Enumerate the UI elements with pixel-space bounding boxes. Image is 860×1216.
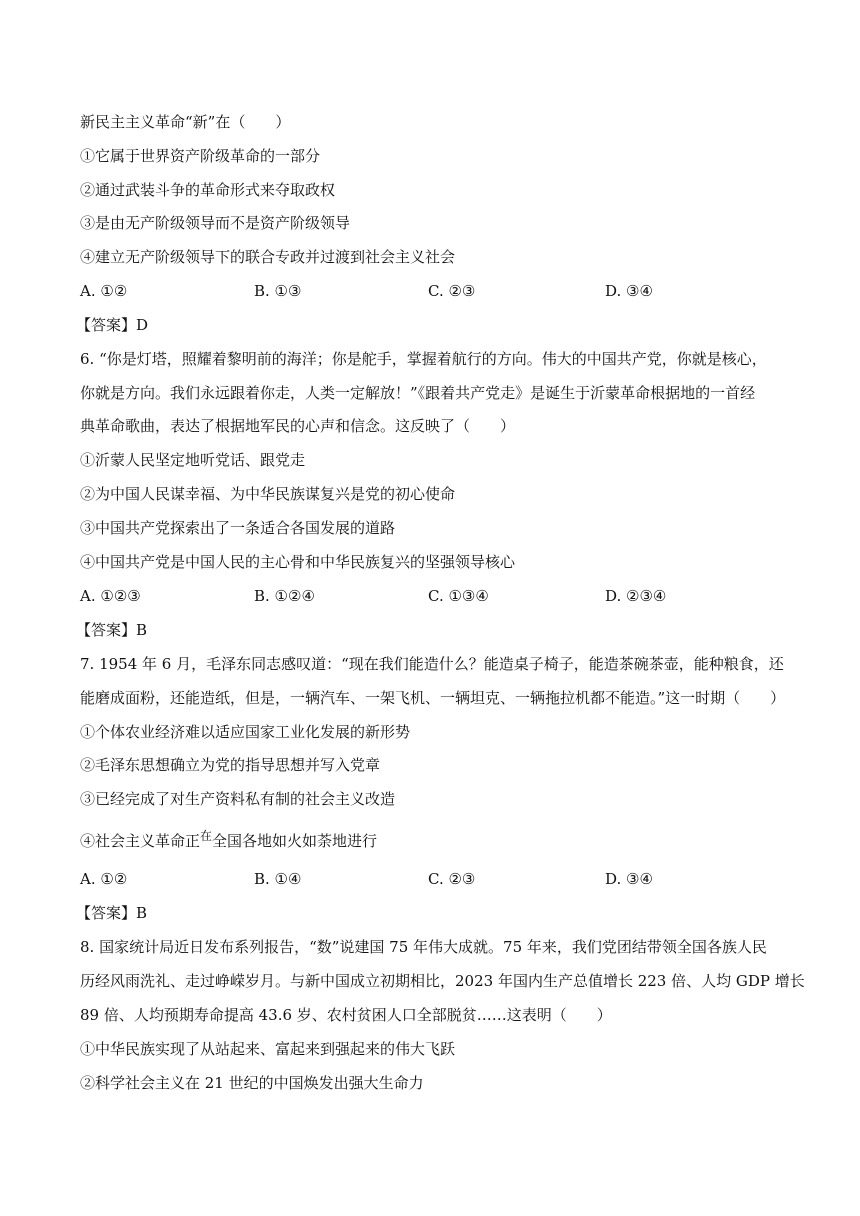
option-d: D. ③④ [605,282,653,300]
option-a: A. ①②③ [80,587,141,605]
question-8-stem-line-2: 历经风雨洗礼、走过峥嵘岁月。与新中国成立初期相比，2023 年国内生产总值增长 223 倍、人均 GDP 增长 [80,972,805,990]
question-6-stem-line-3: 典革命歌曲，表达了根据地军民的心声和信念。这反映了（ ） [80,417,516,435]
question-6-options [80,586,780,606]
question-7-options [80,869,780,889]
question-5-answer: 【答案】D [76,316,149,334]
question-7-item-1: ①个体农业经济难以适应国家工业化发展的新形势 [80,723,411,741]
option-c: C. ①③④ [428,587,489,605]
question-8-item-1: ①中华民族实现了从站起来、富起来到强起来的伟大飞跃 [80,1040,456,1058]
question-7-stem-line-2: 能磨成面粉，还能造纸，但是，一辆汽车、一架飞机、一辆坦克、一辆拖拉机都不能造。”这一时期（ ） [80,689,786,707]
question-8-item-2: ②科学社会主义在 21 世纪的中国焕发出强大生命力 [80,1074,424,1092]
option-b: B. ①④ [254,870,302,888]
question-7-item-4-text-a: ④社会主义革命正 [80,832,201,850]
option-d: D. ③④ [605,870,653,888]
question-7-item-2: ②毛泽东思想确立为党的指导思想并写入党章 [80,756,381,774]
question-5-options [80,281,780,301]
question-8-stem-line-3: 89 倍、人均预期寿命提高 43.6 岁、农村贫困人口全部脱贫……这表明（ ） [80,1006,612,1024]
question-7-answer: 【答案】B [76,904,148,922]
question-7-item-3: ③已经完成了对生产资料私有制的社会主义改造 [80,790,396,808]
question-5-item-2: ②通过武装斗争的革命形式来夺取政权 [80,181,336,199]
option-a: A. ①② [80,282,128,300]
option-d: D. ②③④ [605,587,667,605]
question-5-item-3: ③是由无产阶级领导而不是资产阶级领导 [80,214,351,232]
question-6-stem-line-2: 你就是方向。我们永远跟着你走，人类一定解放！”《跟着共产党走》是诞生于沂蒙革命根据地的一首经 [80,384,756,402]
question-7-item-4-text-b: 全国各地如火如荼地进行 [212,832,378,850]
question-7-stem-line-1: 7. 1954 年 6 月，毛泽东同志感叹道：“现在我们能造什么？能造桌子椅子，能造茶碗茶壶，能种粮食，还 [80,655,784,673]
question-5-item-4: ④建立无产阶级领导下的联合专政并过渡到社会主义社会 [80,248,456,266]
question-6-answer: 【答案】B [76,621,148,639]
option-a: A. ①② [80,870,128,888]
question-8-stem-line-1: 8. 国家统计局近日发布系列报告，“数”说建国 75 年伟大成就。75 年来，我们党团结带领全国各族人民 [80,938,767,956]
option-b: B. ①②④ [254,587,315,605]
question-6-item-4: ④中国共产党是中国人民的主心骨和中华民族复兴的坚强领导核心 [80,553,516,571]
question-6-stem-line-1: 6. “你是灯塔，照耀着黎明前的海洋；你是舵手，掌握着航行的方向。伟大的中国共产党，你就是核心， [80,350,767,368]
question-6-item-1: ①沂蒙人民坚定地听党话、跟党走 [80,451,306,469]
question-5-item-1: ①它属于世界资产阶级革命的一部分 [80,147,321,165]
question-6-item-3: ③中国共产党探索出了一条适合各国发展的道路 [80,519,396,537]
option-b: B. ①③ [254,282,302,300]
option-c: C. ②③ [428,870,476,888]
option-c: C. ②③ [428,282,476,300]
question-7-item-4-raised-char: 在 [200,829,213,843]
question-6-item-2: ②为中国人民谋幸福、为中华民族谋复兴是党的初心使命 [80,485,456,503]
question-7-item-4 [80,831,377,852]
question-5-stem: 新民主主义革命“新”在（ ） [80,113,291,131]
